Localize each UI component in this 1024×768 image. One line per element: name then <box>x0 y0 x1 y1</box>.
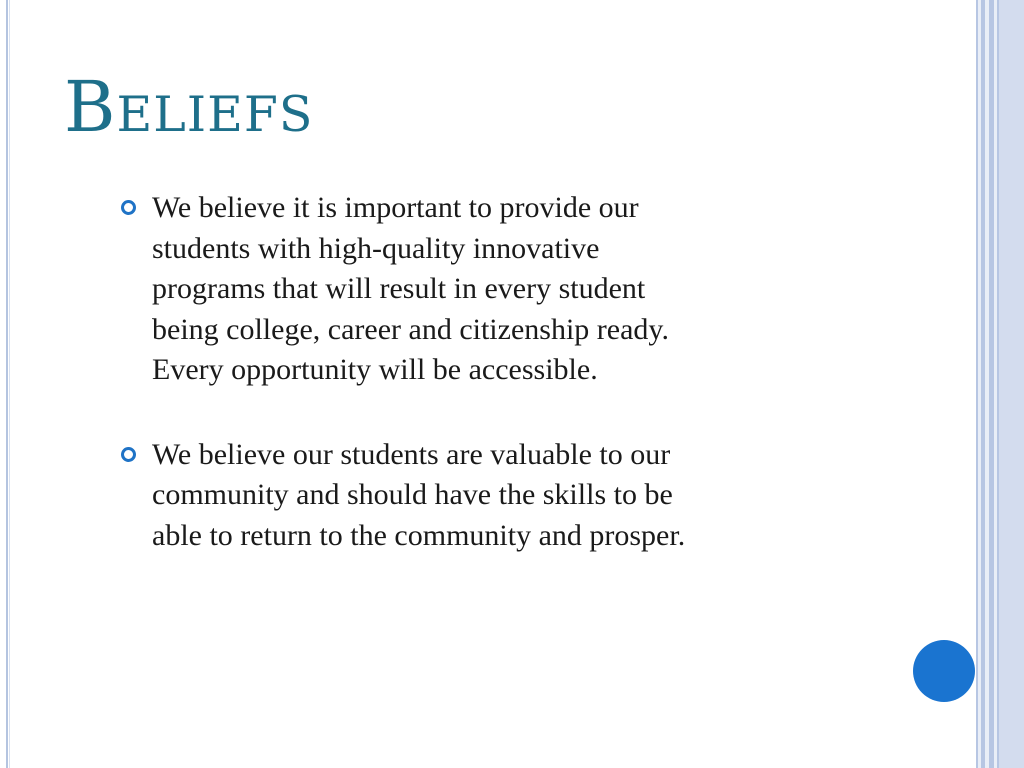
bullet-text <box>152 188 910 391</box>
bullet-text <box>152 435 910 557</box>
bullet-item <box>120 435 910 557</box>
slide-title: Beliefs <box>64 66 314 148</box>
bullet-line: being college, career and citizenship ready. <box>152 312 669 346</box>
bullet-line: able to return to the community and prosper. <box>152 518 686 552</box>
accent-circle <box>913 640 975 702</box>
bullet-line: community and should have the skills to be <box>152 478 673 511</box>
bullet-line: students with high-quality innovative <box>152 231 600 265</box>
bullet-line: We believe it is important to provide our <box>152 191 639 224</box>
left-border <box>6 0 8 768</box>
bullet-item <box>120 188 910 391</box>
bullet-line: programs that will result in every student <box>152 272 646 305</box>
bullet-circle-icon <box>121 447 136 462</box>
bullet-circle-icon <box>121 200 136 215</box>
left-border-inner <box>9 0 10 768</box>
right-stripes <box>976 0 1024 768</box>
stripe <box>999 0 1024 768</box>
bullet-list <box>120 188 910 600</box>
bullet-line: Every opportunity will be accessible. <box>152 353 598 386</box>
bullet-line: We believe our students are valuable to our <box>152 437 671 471</box>
